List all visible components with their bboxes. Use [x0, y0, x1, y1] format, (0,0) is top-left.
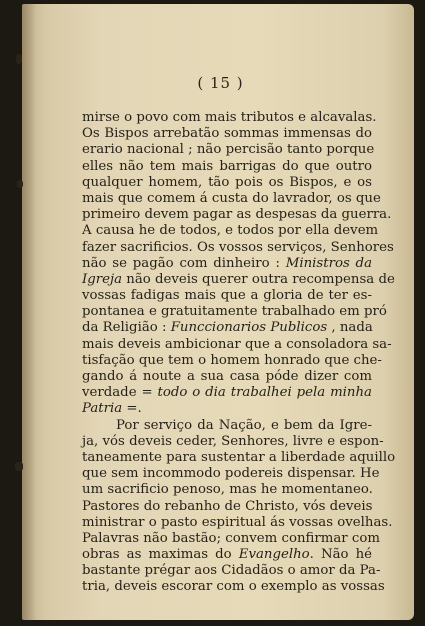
text-line — [82, 223, 379, 239]
text-segment: mirse o povo com mais tributos e alcavalas. — [82, 110, 377, 125]
italic-text: Evangelho — [238, 547, 310, 563]
page-number: ( 15 ) — [197, 74, 244, 92]
text-line — [82, 110, 377, 126]
text-line — [82, 352, 382, 369]
binding-mark — [16, 54, 22, 64]
italic-text: todo o dia trabalhei pela minha — [157, 385, 372, 401]
text-line — [82, 207, 392, 223]
text-line — [82, 514, 393, 531]
text-line — [82, 547, 372, 563]
text-segment: , nada — [327, 320, 373, 336]
text-segment: pontanea e gratuitamente trabalhado em pró — [82, 304, 387, 320]
text-segment: tria, deveis escorar com o exemplo as vossas — [82, 579, 385, 595]
text-line — [82, 239, 394, 256]
text-segment: fazer sacrificios. Os vossos serviços, Senhores — [82, 239, 394, 255]
text-segment: elles não tem mais barrigas do que outro — [82, 158, 372, 174]
text-line — [82, 499, 372, 515]
text-line — [82, 449, 396, 466]
text-segment: =. — [122, 401, 142, 417]
text-segment: não deveis querer outra recompensa de — [122, 271, 395, 287]
text-line — [82, 482, 372, 498]
text-segment: mais deveis ambicionar que a consoladora sa- — [82, 336, 392, 352]
text-line — [82, 159, 372, 175]
text-line — [82, 466, 380, 482]
text-segment: Palavras não bastão; convem confirmar com — [82, 530, 380, 546]
text-segment: da Religião : — [82, 320, 171, 336]
text-segment: tisfação que tem o homem honrado que che- — [82, 352, 382, 368]
text-line — [82, 142, 375, 158]
text-segment: não se pagão com dinheiro : — [82, 255, 286, 271]
text-segment: Os Bispos arrebatão sommas immensas do — [82, 126, 372, 142]
text-segment: verdade = — [82, 385, 158, 401]
text-segment: que sem incommodo podereis dispensar. He — [82, 466, 380, 482]
text-line — [82, 579, 385, 595]
text-line — [82, 126, 372, 142]
text-line — [82, 369, 372, 385]
text-segment: . Não hé — [309, 547, 372, 563]
text-line — [82, 271, 395, 288]
text-line — [82, 175, 372, 191]
binding-mark — [15, 462, 23, 471]
text-segment: Por serviço da Nação, e bem da Igre- — [116, 417, 372, 433]
text-line — [82, 433, 384, 450]
text-line — [82, 530, 380, 547]
text-segment: bastante prégar aos Cidadãos o amor da Pa- — [82, 563, 381, 579]
text-segment: ministrar o pasto espiritual ás vossas ovelhas. — [82, 514, 393, 530]
text-segment: mais que comem á custa do lavrador, os que — [82, 190, 381, 206]
text-line — [82, 385, 372, 401]
text-line — [82, 563, 381, 579]
text-line — [82, 304, 387, 320]
text-segment: taneamente para sustentar a liberdade aquillo — [82, 449, 396, 465]
italic-text: Funccionarios Publicos — [170, 320, 328, 336]
italic-text: Ministros da — [285, 255, 372, 271]
body-text — [82, 110, 396, 596]
text-segment: ja, vós deveis ceder, Senhores, livre e espon- — [82, 433, 384, 449]
text-line — [82, 401, 372, 417]
text-segment: um sacrificio penoso, mas he momentaneo. — [82, 482, 373, 498]
text-segment: gando á noute a sua casa póde dizer com — [82, 369, 372, 384]
text-line — [82, 288, 372, 304]
text-segment: qualquer homem, tão pois os Bispos, e os — [82, 174, 372, 190]
text-segment: Pastores do rebanho de Christo, vós deveis — [82, 498, 373, 514]
italic-text: Patria — [82, 401, 123, 417]
text-segment: vossas fadigas mais que a gloria de ter es- — [82, 288, 372, 304]
binding-mark — [17, 180, 23, 188]
text-segment: obras as maximas do — [82, 547, 239, 563]
text-line — [82, 336, 392, 353]
gutter-shadow — [22, 4, 36, 620]
text-segment: primeiro devem pagar as despesas da guerra. — [82, 207, 392, 223]
text-line — [82, 418, 372, 434]
text-line — [82, 190, 381, 207]
text-line — [82, 256, 372, 272]
italic-text: Igreja — [82, 271, 123, 287]
text-segment: erario nacional ; não percisão tanto porque — [82, 142, 375, 158]
text-segment: A causa he de todos, e todos por ella devem — [82, 223, 379, 239]
text-line — [82, 320, 372, 336]
